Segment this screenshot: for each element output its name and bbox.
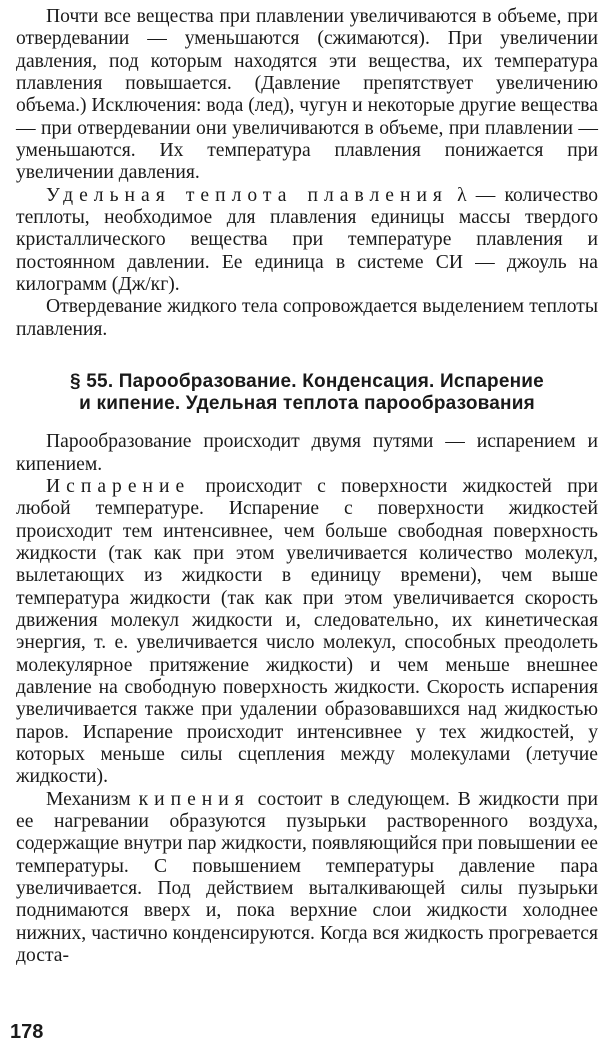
term-evaporation: Испарение (46, 475, 191, 497)
definition-text: λ — количество теплоты, необходимое для плавления единицы массы твердого кристаллического вещества при температуре плавления и постоянном давлении. Ее единица в системе СИ — джоуль на килограмм (Дж/кг). (16, 184, 598, 296)
section-heading-line-2: и кипение. Удельная теплота парообразования (79, 393, 535, 415)
boiling-text: состоит в следующем. В жидкости при ее нагревании образуются пузырьки растворенного воздуха, содержащие внутри пар жидкости, появляющийся при повышении ее температуры. С повышением температуры давление пара увеличивается. Под действием выталкивающей силы пузырьки поднимаются вверх и, пока верхние слои жидкости холоднее нижних, частично конденсируются. Когда вся жидкость прогревается доста- (16, 788, 598, 967)
evaporation-text: происходит с поверхности жидкостей при любой температуре. Испарение с поверхности жидкостей происходит тем интенсивнее, чем больше свободная поверхность жидкости (так как при этом увеличивается количество молекул, вылетающих из жидкости в единицу времени), чем выше температура жидкости (так как при этом увеличивается скорость движения молекул жидкости и, следовательно, их кинетическая энергия, т. е. увеличивается число молекул, способных преодолеть молекулярное притяжение жидкости) и чем меньше внешнее давление на свободную поверхность жидкости. Скорость испарения увеличивается также при удалении образовавшихся над жидкостью паров. Испарение происходит интенсивнее у тех жидкостей, у которых меньше силы сцепления между молекулами (летучие жидкости). (16, 475, 598, 788)
page-body (16, 6, 598, 967)
paragraph-melting-volume: Почти все вещества при плавлении увеличиваются в объеме, при отвердевании — уменьшаются (сжимаются). При увеличении давления, под которым находятся эти вещества, их температура плавления повышается. (Давление препятствует увеличению объема.) Исключения: вода (лед), чугун и некоторые другие вещества — при отвердевании они увеличиваются в объеме, при плавлении — уменьшаются. Их температура плавления понижается при увеличении давления. (16, 6, 598, 184)
paragraph-boiling (16, 789, 598, 968)
boiling-lead: Механизм (46, 788, 139, 810)
term-boiling: кипения (138, 788, 250, 810)
section-heading-line-1: § 55. Парообразование. Конденсация. Испарение (70, 371, 544, 393)
paragraph-solidification: Отвердевание жидкого тела сопровождается выделением теплоты плавления. (16, 296, 598, 340)
paragraph-vaporization: Парообразование происходит двумя путями — испарением и кипением. (16, 431, 598, 475)
paragraph-evaporation (16, 476, 598, 789)
paragraph-specific-heat-fusion (16, 185, 598, 297)
term-specific-heat-fusion: Удельная теплота плавления (46, 184, 448, 206)
section-heading (16, 371, 598, 415)
page-number: 178 (10, 1021, 44, 1043)
